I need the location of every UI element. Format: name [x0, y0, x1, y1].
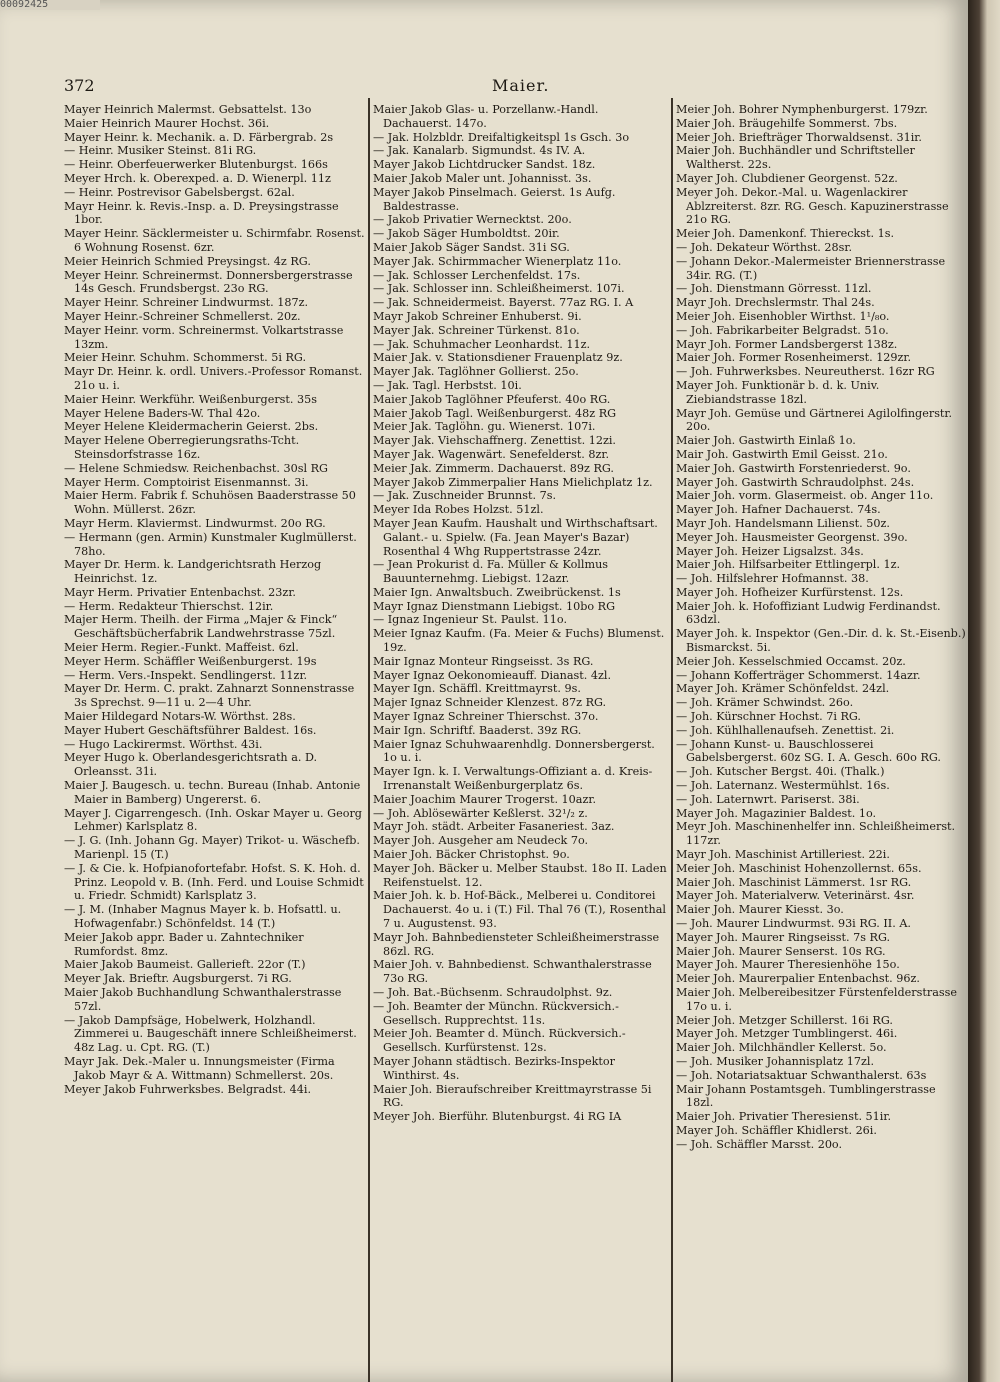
directory-entry: — Joh. Fabrikarbeiter Belgradst. 51o.	[676, 323, 889, 337]
directory-entry: Mayer Heinr. Säcklermeister u. Schirmfabr. Rosenst. 6 Wohnung Rosenst. 6zr.	[64, 227, 365, 254]
directory-entry: Maier Ignaz Schuhwaarenhdlg. Donnersbergerst. 1o u. i.	[373, 737, 655, 765]
directory-entry: Mayer Jakob Pinselmach. Geierst. 1s Aufg. Baldestrasse.	[373, 185, 616, 213]
directory-entry: Mayer Jean Kaufm. Haushalt und Wirthschaftsart. Galant.- u. Spielw. (Fa. Jean Mayer's Bazar) Rosenthal 4 Whg Ruppertstrasse 24zr.	[373, 516, 658, 558]
directory-entry: Meier Joh. Kesselschmied Occamst. 20z.	[676, 654, 906, 668]
directory-entry: — Jakob Säger Humboldtst. 20ir.	[373, 227, 560, 241]
page-number: 372	[64, 76, 95, 95]
directory-entry: — Joh. Maurer Lindwurmst. 93i RG. II. A.	[676, 917, 911, 931]
directory-entry: — Joh. Kutscher Bergst. 40i. (Thalk.)	[676, 765, 885, 779]
directory-entry: Mayr Heinr. k. Revis.-Insp. a. D. Preysingstrasse 1bor.	[64, 199, 339, 227]
directory-entry: Majer Herm. Theilh. der Firma „Majer & Finck“ Geschäftsbücherfabrik Landwehrstrasse 75zl.	[64, 613, 338, 641]
directory-entry: — Joh. Hilfslehrer Hofmannst. 38.	[676, 572, 869, 586]
directory-entry: — Jak. Zuschneider Brunnst. 7s.	[373, 489, 557, 503]
directory-entry: — Joh. Fuhrwerksbes. Neureutherst. 16zr RG	[676, 365, 935, 379]
directory-entry: Meier Herm. Regier.-Funkt. Maffeist. 6zl.	[64, 641, 299, 655]
directory-entry: Maier Joh. Former Rosenheimerst. 129zr.	[676, 351, 912, 365]
directory-entry: Maier Joh. Maschinist Lämmerst. 1sr RG.	[676, 875, 912, 889]
directory-entry: — Joh. Krämer Schwindst. 26o.	[676, 696, 854, 710]
directory-entry: — Herm. Vers.-Inspekt. Sendlingerst. 11zr.	[64, 668, 308, 682]
directory-entry: Maier Jakob Taglöhner Pfeuferst. 40o RG.	[373, 392, 611, 406]
directory-entry: Mair Joh. Gastwirth Emil Geisst. 21o.	[676, 447, 888, 461]
directory-entry: Meier Jak. Taglöhn. gu. Wienerst. 107i.	[373, 420, 596, 434]
directory-entry: Mayer Heinr. Schreiner Lindwurmst. 187z.	[64, 296, 309, 310]
directory-entry: Meier Joh. Bohrer Nymphenburgerst. 179zr.	[676, 103, 928, 116]
directory-entry: Mayer Joh. k. Inspektor (Gen.-Dir. d. k. St.-Eisenb.) Bismarckst. 5i.	[676, 627, 966, 655]
directory-entry: — Jak. Kanalarb. Sigmundst. 4s IV. A.	[373, 144, 586, 158]
directory-entry: Maier Joh. Gastwirth Einlaß 1o.	[676, 434, 856, 448]
directory-entry: — Joh. Kühlhallenaufseh. Zenettist. 2i.	[676, 723, 895, 737]
directory-entry: Maier Joh. Bäcker Christophst. 9o.	[373, 848, 570, 862]
directory-entry: Meier Jakob appr. Bader u. Zahntechniker Rumfordst. 8mz.	[64, 930, 304, 958]
directory-entry: Maier Joh. Maurer Kiesst. 3o.	[676, 903, 844, 917]
directory-entry: Mayr Joh. Former Landsbergerst 138z.	[676, 337, 898, 351]
directory-entry: Mayer Joh. Metzger Tumblingerst. 46i.	[676, 1027, 898, 1041]
directory-entry: Maier Joh. v. Bahnbedienst. Schwanthalerstrasse 73o RG.	[373, 958, 652, 986]
directory-entry: Mayr Jakob Schreiner Enhuberst. 9i.	[373, 309, 582, 323]
directory-entry: Mayer Dr. Herm. k. Landgerichtsrath Herzog Heinrichst. 1z.	[64, 558, 322, 586]
directory-entry: Mayer Joh. Hafner Dachauerst. 74s.	[676, 503, 881, 517]
directory-entry: — Joh. Beamter der Münchn. Rückversich.-Gesellsch. Rupprechtst. 11s.	[373, 999, 619, 1027]
directory-entry: Meyer Hrch. k. Oberexped. a. D. Wienerpl. 11z	[64, 171, 331, 185]
directory-entry: Mayer Joh. Magazinier Baldest. 1o.	[676, 806, 877, 820]
directory-entry: Mayer Jak. Taglöhner Gollierst. 25o.	[373, 365, 579, 379]
directory-entry: Meier Joh. Briefträger Thorwaldsenst. 31ir.	[676, 130, 922, 144]
directory-entry: Mayer Heinrich Malermst. Gebsattelst. 13o	[64, 103, 312, 116]
directory-entry: — J. G. (Inh. Johann Gg. Mayer) Trikot- u. Wäschefb. Marienpl. 15 (T.)	[64, 834, 360, 862]
directory-entry: Meyer Joh. Hausmeister Georgenst. 39o.	[676, 530, 908, 544]
directory-entry: — Joh. Bat.-Büchsenm. Schraudolphst. 9z.	[373, 986, 613, 999]
directory-entry: Meier Joh. Maurerpalier Entenbachst. 96z.	[676, 972, 920, 986]
directory-entry: Mayer Herm. Comptoirist Eisenmannst. 3i.	[64, 475, 309, 489]
directory-entry: Meyer Helene Kleidermacherin Geierst. 2bs.	[64, 420, 319, 434]
directory-entry: Meier Heinr. Schuhm. Schommerst. 5i RG.	[64, 351, 307, 365]
directory-entry: — Joh. Laternanz. Westermühlst. 16s.	[676, 779, 890, 793]
directory-entry: — Johann Dekor.-Malermeister Briennerstrasse 34ir. RG. (T.)	[676, 254, 946, 282]
column-rule	[671, 98, 673, 1382]
directory-entry: Maier Jakob Maler unt. Johannisst. 3s.	[373, 171, 592, 185]
directory-entry: — J. M. (Inhaber Magnus Mayer k. b. Hofsattl. u. Hofwagenfabr.) Schönfeldst. 14 (T.)	[64, 903, 342, 931]
directory-entry: Mayer Joh. Clubdiener Georgenst. 52z.	[676, 171, 898, 185]
directory-entry: Mayer Ignaz Schreiner Thierschst. 37o.	[373, 710, 599, 724]
directory-entry: Meier Ignaz Kaufm. (Fa. Meier & Fuchs) Blumenst. 19z.	[373, 627, 665, 655]
directory-entry: — Ignaz Ingenieur St. Paulst. 11o.	[373, 613, 567, 627]
directory-entry: Meyer Hugo k. Oberlandesgerichtsrath a. D. Orleansst. 31i.	[64, 751, 318, 779]
directory-entry: — Hugo Lackirermst. Wörthst. 43i.	[64, 737, 263, 751]
directory-entry: Meier Heinrich Schmied Preysingst. 4z RG.	[64, 254, 311, 268]
directory-entry: Mayer Joh. Funktionär b. d. k. Univ. Ziebiandstrasse 18zl.	[676, 378, 880, 406]
directory-entry: Mayr Herm. Klaviermst. Lindwurmst. 20o RG.	[64, 516, 326, 530]
directory-entry: — Joh. Ablösewärter Keßlerst. 32¹/₂ z.	[373, 806, 588, 820]
scan-id: 00092425	[0, 0, 100, 10]
directory-entry: Mair Ign. Schriftf. Baaderst. 39z RG.	[373, 723, 582, 737]
directory-entry: Mayr Joh. Maschinist Artilleriest. 22i.	[676, 848, 890, 862]
column-2	[373, 103, 669, 1313]
directory-entry: — Helene Schmiedsw. Reichenbachst. 30sl RG	[64, 461, 328, 475]
directory-entry: Mayr Jak. Dek.-Maler u. Innungsmeister (Firma Jakob Mayr & A. Wittmann) Schmellerst. 20s.	[64, 1054, 335, 1082]
directory-entry: Mayer Jak. Viehschaffnerg. Zenettist. 12zi.	[373, 434, 616, 448]
directory-entry: Mayer Joh. Heizer Ligsalzst. 34s.	[676, 544, 864, 558]
directory-entry: Maier Joh. Bräugehilfe Sommerst. 7bs.	[676, 116, 898, 130]
directory-entry: — Joh. Kürschner Hochst. 7i RG.	[676, 710, 861, 724]
directory-entry: Mayer Joh. Maurer Theresienhöhe 15o.	[676, 958, 900, 972]
directory-entry: Maier Herm. Fabrik f. Schuhösen Baaderstrasse 50 Wohn. Müllerst. 26zr.	[64, 489, 356, 517]
directory-entry: Maier Joh. Melbereibesitzer Fürstenfelderstrasse 17o u. i.	[676, 986, 957, 1013]
directory-entry: — Jak. Holzbldr. Dreifaltigkeitspl 1s Gsch. 3o	[373, 130, 630, 144]
directory-entry: Majer Ignaz Schneider Klenzest. 87z RG.	[373, 696, 607, 710]
directory-entry: Mayer Jak. Schreiner Türkenst. 81o.	[373, 323, 580, 337]
directory-entry: Mayr Ignaz Dienstmann Liebigst. 10bo RG	[373, 599, 616, 613]
directory-entry: Mair Ignaz Monteur Ringseisst. 3s RG.	[373, 654, 594, 668]
directory-entry: Maier Joh. Privatier Theresienst. 51ir.	[676, 1110, 892, 1124]
directory-entry: — Hermann (gen. Armin) Kunstmaler Kuglmüllerst. 78ho.	[64, 530, 357, 558]
running-head: Maier.	[492, 76, 550, 95]
directory-entry: Mayer Heinr.-Schreiner Schmellerst. 20z.	[64, 309, 301, 323]
directory-entry: Meyr Joh. Maschinenhelfer inn. Schleißheimerst. 117zr.	[676, 820, 956, 848]
directory-entry: Meier Joh. Eisenhobler Wirthst. 1¹/₈o.	[676, 309, 890, 323]
directory-entry: — Jean Prokurist d. Fa. Müller & Kollmus Bauunternehmg. Liebigst. 12azr.	[373, 558, 609, 586]
directory-entry: Mair Johann Postamtsgeh. Tumblingerstrasse 18zl.	[676, 1082, 936, 1110]
directory-entry: Mayer Ignaz Oekonomieauff. Dianast. 4zl.	[373, 668, 612, 682]
directory-entry: Meier Joh. Beamter d. Münch. Rückversich.-Gesellsch. Kurfürstenst. 12s.	[373, 1027, 626, 1055]
directory-entry: Maier Joh. vorm. Glasermeist. ob. Anger 11o.	[676, 489, 934, 503]
directory-entry: — Joh. Laternwrt. Pariserst. 38i.	[676, 792, 860, 806]
directory-entry: Meyer Jak. Brieftr. Augsburgerst. 7i RG.	[64, 972, 292, 986]
directory-entry: Meyer Heinr. Schreinermst. Donnersbergerstrasse 14s Gesch. Frundsbergst. 23o RG.	[64, 268, 353, 296]
directory-entry: — Joh. Schäffler Marsst. 20o.	[676, 1137, 843, 1151]
directory-entry: Maier Jakob Glas- u. Porzellanw.-Handl. Dachauerst. 147o.	[373, 103, 599, 130]
directory-entry: Mayer Joh. Ausgeher am Neudeck 7o.	[373, 834, 589, 848]
directory-entry: Meyer Joh. Bierführ. Blutenburgst. 4i RG IA	[373, 1110, 622, 1124]
directory-entry: — Jak. Schlosser inn. Schleißheimerst. 107i.	[373, 282, 625, 296]
directory-entry: Maier Jakob Baumeist. Gallerieft. 22or (T.)	[64, 958, 306, 972]
directory-entry: — Jak. Schlosser Lerchenfeldst. 17s.	[373, 268, 581, 282]
directory-entry: — Jakob Dampfsäge, Hobelwerk, Holzhandl. Zimmerei u. Baugeschäft innere Schleißheimerst. 48z Lag. u. Cpt. RG. (T.)	[64, 1013, 357, 1055]
directory-entry: — Jak. Schneidermeist. Bayerst. 77az RG. I. A	[373, 296, 634, 310]
page-edge	[968, 0, 1000, 1382]
directory-entry: Maier J. Baugesch. u. techn. Bureau (Inhab. Antonie Maier in Bamberg) Ungererst. 6.	[64, 779, 361, 806]
directory-entry: Mayer Heinr. k. Mechanik. a. D. Färbergrab. 2s	[64, 130, 334, 144]
directory-entry: Mayr Joh. Bahnbediensteter Schleißheimerstrasse 86zl. RG.	[373, 930, 660, 958]
directory-entry: Mayer Joh. Maurer Ringseisst. 7s RG.	[676, 930, 891, 944]
directory-entry: Mayer Dr. Herm. C. prakt. Zahnarzt Sonnenstrasse 3s Sprechst. 9—11 u. 2—4 Uhr.	[64, 682, 355, 710]
directory-entry: Mayr Dr. Heinr. k. ordl. Univers.-Professor Romanst. 21o u. i.	[64, 365, 363, 392]
directory-entry: Maier Joh. Milchhändler Kellerst. 5o.	[676, 1041, 887, 1055]
directory-entry: — Joh. Dekateur Wörthst. 28sr.	[676, 240, 853, 254]
directory-entry: Mayer Helene Baders-W. Thal 42o.	[64, 406, 261, 420]
directory-entry: Mayer Joh. Bäcker u. Melber Staubst. 18o II. Laden Reifenstuelst. 12.	[373, 861, 667, 889]
directory-entry: — Joh. Musiker Johannisplatz 17zl.	[676, 1054, 875, 1068]
column-3	[676, 103, 966, 1313]
directory-entry: Mayr Joh. Drechslermstr. Thal 24s.	[676, 296, 875, 310]
directory-entry: Mayr Herm. Privatier Entenbachst. 23zr.	[64, 585, 296, 599]
directory-entry: — Jak. Tagl. Herbstst. 10i.	[373, 378, 522, 392]
directory-entry: Meier Joh. Damenkonf. Thiereckst. 1s.	[676, 227, 895, 241]
directory-entry: Meier Joh. Metzger Schillerst. 16i RG.	[676, 1013, 893, 1027]
directory-entry: Meier Jak. Zimmerm. Dachauerst. 89z RG.	[373, 461, 614, 475]
directory-entry: — Johann Kofferträger Schommerst. 14azr.	[676, 668, 921, 682]
directory-entry: Meyer Herm. Schäffler Weißenburgerst. 19s	[64, 654, 317, 668]
directory-entry: Mayer Jak. Schirmmacher Wienerplatz 11o.	[373, 254, 622, 268]
directory-entry: Maier Ign. Anwaltsbuch. Zweibrückenst. 1s	[373, 585, 621, 599]
column-1	[64, 103, 366, 1313]
directory-entry: Meyer Joh. Dekor.-Mal. u. Wagenlackirer Ablzreiterst. 8zr. RG. Gesch. Kapuzinerstrasse 21o RG.	[676, 185, 949, 227]
directory-entry: Mayr Joh. Gemüse und Gärtnerei Agilolfingerstr. 20o.	[676, 406, 953, 434]
directory-entry: Mayer Joh. Hofheizer Kurfürstenst. 12s.	[676, 585, 904, 599]
directory-entry: Meier Joh. Maschinist Hohenzollernst. 65s.	[676, 861, 922, 875]
directory-entry: Maier Joh. k. b. Hof-Bäck., Melberei u. Conditorei Dachauerst. 4o u. i (T.) Fil. Thal 76 (T.), Rosenthal 7 u. Augustenst. 93.	[373, 889, 667, 931]
directory-entry: Maier Jakob Tagl. Weißenburgerst. 48z RG	[373, 406, 617, 420]
directory-entry: — Joh. Notariatsaktuar Schwanthalerst. 63s	[676, 1068, 927, 1082]
directory-entry: Maier Jakob Säger Sandst. 31i SG.	[373, 240, 570, 254]
directory-entry: Maier Jakob Buchhandlung Schwanthalerstrasse 57zl.	[64, 986, 342, 1013]
directory-entry: Mayer Joh. Krämer Schönfeldst. 24zl.	[676, 682, 890, 696]
directory-entry: Mayr Joh. Handelsmann Lilienst. 50z.	[676, 516, 890, 530]
directory-entry: Maier Joh. Buchhändler und Schriftsteller Waltherst. 22s.	[676, 144, 915, 172]
directory-entry: Mayer Jakob Zimmerpalier Hans Mielichplatz 1z.	[373, 475, 653, 489]
directory-entry: — Joh. Dienstmann Görresst. 11zl.	[676, 282, 872, 296]
directory-entry: Meyer Jakob Fuhrwerksbes. Belgradst. 44i.	[64, 1082, 312, 1096]
directory-entry: Mayer Joh. Materialverw. Veterinärst. 4sr.	[676, 889, 915, 903]
directory-entry: Mayer Johann städtisch. Bezirks-Inspektor Winthirst. 4s.	[373, 1054, 615, 1082]
directory-entry: Mayer Jakob Lichtdrucker Sandst. 18z.	[373, 158, 596, 172]
directory-entry: Maier Joh. Maurer Senserst. 10s RG.	[676, 944, 886, 958]
directory-entry: Mayer Joh. Gastwirth Schraudolphst. 24s.	[676, 475, 915, 489]
directory-entry: Maier Joh. Hilfsarbeiter Ettlingerpl. 1z.	[676, 558, 901, 572]
directory-entry: Maier Jak. v. Stationsdiener Frauenplatz 9z.	[373, 351, 623, 365]
directory-entry: Maier Hildegard Notars-W. Wörthst. 28s.	[64, 710, 296, 724]
directory-entry: Mayer Hubert Geschäftsführer Baldest. 16s.	[64, 723, 317, 737]
directory-entry: Mayer Joh. Schäffler Khidlerst. 26i.	[676, 1123, 877, 1137]
directory-entry: — Heinr. Postrevisor Gabelsbergst. 62al.	[64, 185, 295, 199]
directory-entry: Mayer Jak. Wagenwärt. Senefelderst. 8zr.	[373, 447, 610, 461]
directory-entry: Mayer Ign. Schäffl. Kreittmayrst. 9s.	[373, 682, 581, 696]
column-rule	[368, 98, 370, 1382]
directory-entry: Mayer Helene Oberregierungsraths-Tcht. Steinsdorfstrasse 16z.	[64, 434, 300, 461]
directory-entry: — Johann Kunst- u. Bauschlosserei Gabelsbergerst. 60z SG. I. A. Gesch. 60o RG.	[676, 737, 941, 765]
directory-entry: Maier Joh. k. Hofoffiziant Ludwig Ferdinandst. 63dzl.	[676, 599, 941, 627]
directory-entry: Mayer Heinr. vorm. Schreinermst. Volkartstrasse 13zm.	[64, 323, 344, 351]
directory-entry: Maier Joachim Maurer Trogerst. 10azr.	[373, 792, 597, 806]
directory-entry: — Heinr. Musiker Steinst. 81i RG.	[64, 144, 257, 158]
directory-entry: Mayer J. Cigarrengesch. (Inh. Oskar Mayer u. Georg Lehmer) Karlsplatz 8.	[64, 806, 362, 834]
directory-entry: — Herm. Redakteur Thierschst. 12ir.	[64, 599, 274, 613]
directory-entry: — Heinr. Oberfeuerwerker Blutenburgst. 166s	[64, 158, 328, 172]
directory-entry: — J. & Cie. k. Hofpianofortefabr. Hofst. S. K. Hoh. d. Prinz. Leopold v. B. (Inh. Ferd. und Louise Schmidt u. Friedr. Schmidt) Karlsplatz 3.	[64, 861, 364, 903]
directory-entry: Meyer Ida Robes Holzst. 51zl.	[373, 503, 544, 517]
directory-entry: Maier Heinrich Maurer Hochst. 36i.	[64, 116, 270, 130]
directory-entry: Maier Joh. Gastwirth Forstenriederst. 9o.	[676, 461, 911, 475]
directory-entry: Maier Joh. Bieraufschreiber Kreittmayrstrasse 5i RG.	[373, 1082, 652, 1110]
directory-entry: Mayer Ign. k. I. Verwaltungs-Offiziant a. d. Kreis-Irrenanstalt Weißenburgerplatz 6s.	[373, 765, 653, 793]
directory-entry: Maier Heinr. Werkführ. Weißenburgerst. 35s	[64, 392, 317, 406]
directory-entry: — Jak. Schuhmacher Leonhardst. 11z.	[373, 337, 591, 351]
directory-entry: — Jakob Privatier Wernecktst. 20o.	[373, 213, 572, 227]
directory-entry: Mayr Joh. städt. Arbeiter Fasaneriest. 3az.	[373, 820, 615, 834]
